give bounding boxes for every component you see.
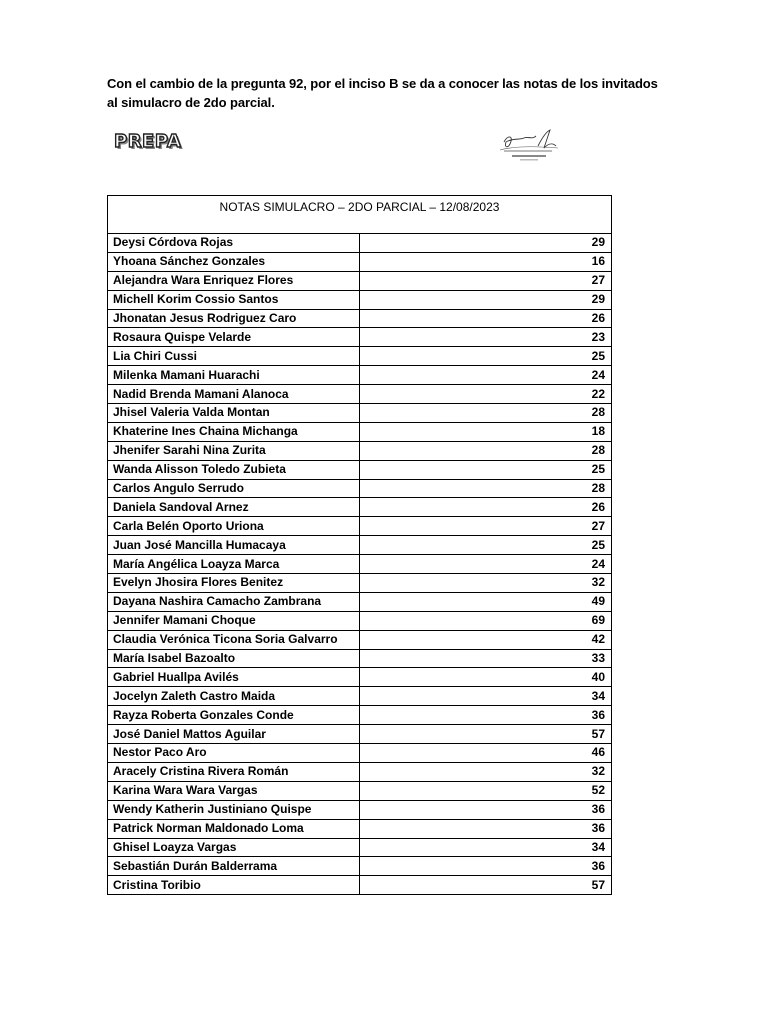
student-name-cell: Patrick Norman Maldonado Loma	[108, 819, 360, 838]
table-row	[108, 611, 612, 630]
intro-paragraph: Con el cambio de la pregunta 92, por el inciso B se da a conocer las notas de los invitados al simulacro de 2do parcial.	[107, 76, 658, 110]
student-name-cell: María Angélica Loayza Marca	[108, 555, 360, 574]
student-name-cell: Nestor Paco Aro	[108, 744, 360, 763]
table-header-row	[108, 196, 612, 234]
table-row	[108, 668, 612, 687]
student-name-cell: Wanda Alisson Toledo Zubieta	[108, 460, 360, 479]
table-row	[108, 309, 612, 328]
table-row	[108, 555, 612, 574]
score-cell: 25	[360, 536, 612, 555]
score-cell: 69	[360, 611, 612, 630]
score-cell: 32	[360, 574, 612, 593]
student-name-cell: Claudia Verónica Ticona Soria Galvarro	[108, 630, 360, 649]
table-row	[108, 517, 612, 536]
student-name-cell: Ghisel Loayza Vargas	[108, 838, 360, 857]
student-name-cell: Karina Wara Wara Vargas	[108, 781, 360, 800]
table-row	[108, 366, 612, 385]
student-name-cell: Yhoana Sánchez Gonzales	[108, 252, 360, 271]
student-name-cell: Jocelyn Zaleth Castro Maida	[108, 687, 360, 706]
score-cell: 28	[360, 441, 612, 460]
table-row	[108, 781, 612, 800]
student-name-cell: Deysi Córdova Rojas	[108, 234, 360, 253]
score-cell: 40	[360, 668, 612, 687]
score-cell: 33	[360, 649, 612, 668]
score-cell: 26	[360, 498, 612, 517]
score-cell: 36	[360, 857, 612, 876]
score-cell: 24	[360, 555, 612, 574]
prepa-logo: PREPA	[114, 131, 182, 152]
table-row	[108, 252, 612, 271]
student-name-cell: Alejandra Wara Enriquez Flores	[108, 271, 360, 290]
score-cell: 16	[360, 252, 612, 271]
score-cell: 23	[360, 328, 612, 347]
table-row	[108, 574, 612, 593]
table-row	[108, 328, 612, 347]
table-row	[108, 385, 612, 404]
score-cell: 57	[360, 725, 612, 744]
score-cell: 34	[360, 838, 612, 857]
table-row	[108, 479, 612, 498]
table-row	[108, 290, 612, 309]
table-row	[108, 347, 612, 366]
score-cell: 49	[360, 592, 612, 611]
student-name-cell: Evelyn Jhosira Flores Benitez	[108, 574, 360, 593]
score-cell: 36	[360, 800, 612, 819]
student-name-cell: Carlos Angulo Serrudo	[108, 479, 360, 498]
score-cell: 57	[360, 876, 612, 895]
score-cell: 28	[360, 479, 612, 498]
table-row	[108, 422, 612, 441]
table-row	[108, 592, 612, 611]
table-row	[108, 536, 612, 555]
table-row	[108, 271, 612, 290]
score-cell: 26	[360, 309, 612, 328]
student-name-cell: Sebastián Durán Balderrama	[108, 857, 360, 876]
score-cell: 29	[360, 290, 612, 309]
score-cell: 42	[360, 630, 612, 649]
score-cell: 36	[360, 819, 612, 838]
student-name-cell: Michell Korim Cossio Santos	[108, 290, 360, 309]
table-row	[108, 762, 612, 781]
student-name-cell: José Daniel Mattos Aguilar	[108, 725, 360, 744]
table-row	[108, 404, 612, 423]
table-row	[108, 838, 612, 857]
student-name-cell: Wendy Katherin Justiniano Quispe	[108, 800, 360, 819]
score-cell: 22	[360, 385, 612, 404]
student-name-cell: Lia Chiri Cussi	[108, 347, 360, 366]
table-row	[108, 630, 612, 649]
table-row	[108, 687, 612, 706]
table-row	[108, 744, 612, 763]
student-name-cell: Juan José Mancilla Humacaya	[108, 536, 360, 555]
score-cell: 29	[360, 234, 612, 253]
table-row	[108, 234, 612, 253]
score-cell: 25	[360, 460, 612, 479]
table-row	[108, 857, 612, 876]
table-row	[108, 460, 612, 479]
score-cell: 24	[360, 366, 612, 385]
student-name-cell: Nadid Brenda Mamani Alanoca	[108, 385, 360, 404]
score-cell: 18	[360, 422, 612, 441]
score-cell: 27	[360, 271, 612, 290]
score-cell: 25	[360, 347, 612, 366]
grades-table	[107, 195, 612, 895]
student-name-cell: Jhenifer Sarahi Nina Zurita	[108, 441, 360, 460]
table-row	[108, 819, 612, 838]
score-cell: 32	[360, 762, 612, 781]
student-name-cell: Jhisel Valeria Valda Montan	[108, 404, 360, 423]
table-row	[108, 706, 612, 725]
student-name-cell: Jennifer Mamani Choque	[108, 611, 360, 630]
table-title: NOTAS SIMULACRO – 2DO PARCIAL – 12/08/2023	[108, 196, 612, 234]
score-cell: 28	[360, 404, 612, 423]
student-name-cell: Carla Belén Oporto Uriona	[108, 517, 360, 536]
table-row	[108, 800, 612, 819]
student-name-cell: Aracely Cristina Rivera Román	[108, 762, 360, 781]
student-name-cell: María Isabel Bazoalto	[108, 649, 360, 668]
student-name-cell: Khaterine Ines Chaina Michanga	[108, 422, 360, 441]
student-name-cell: Cristina Toribio	[108, 876, 360, 895]
score-cell: 27	[360, 517, 612, 536]
table-row	[108, 649, 612, 668]
table-row	[108, 725, 612, 744]
student-name-cell: Milenka Mamani Huarachi	[108, 366, 360, 385]
signature-stamp-image	[498, 128, 562, 164]
table-row	[108, 876, 612, 895]
score-cell: 36	[360, 706, 612, 725]
student-name-cell: Daniela Sandoval Arnez	[108, 498, 360, 517]
student-name-cell: Dayana Nashira Camacho Zambrana	[108, 592, 360, 611]
score-cell: 34	[360, 687, 612, 706]
student-name-cell: Rosaura Quispe Velarde	[108, 328, 360, 347]
student-name-cell: Jhonatan Jesus Rodriguez Caro	[108, 309, 360, 328]
score-cell: 46	[360, 744, 612, 763]
table-row	[108, 498, 612, 517]
table-row	[108, 441, 612, 460]
score-cell: 52	[360, 781, 612, 800]
student-name-cell: Rayza Roberta Gonzales Conde	[108, 706, 360, 725]
student-name-cell: Gabriel Huallpa Avilés	[108, 668, 360, 687]
